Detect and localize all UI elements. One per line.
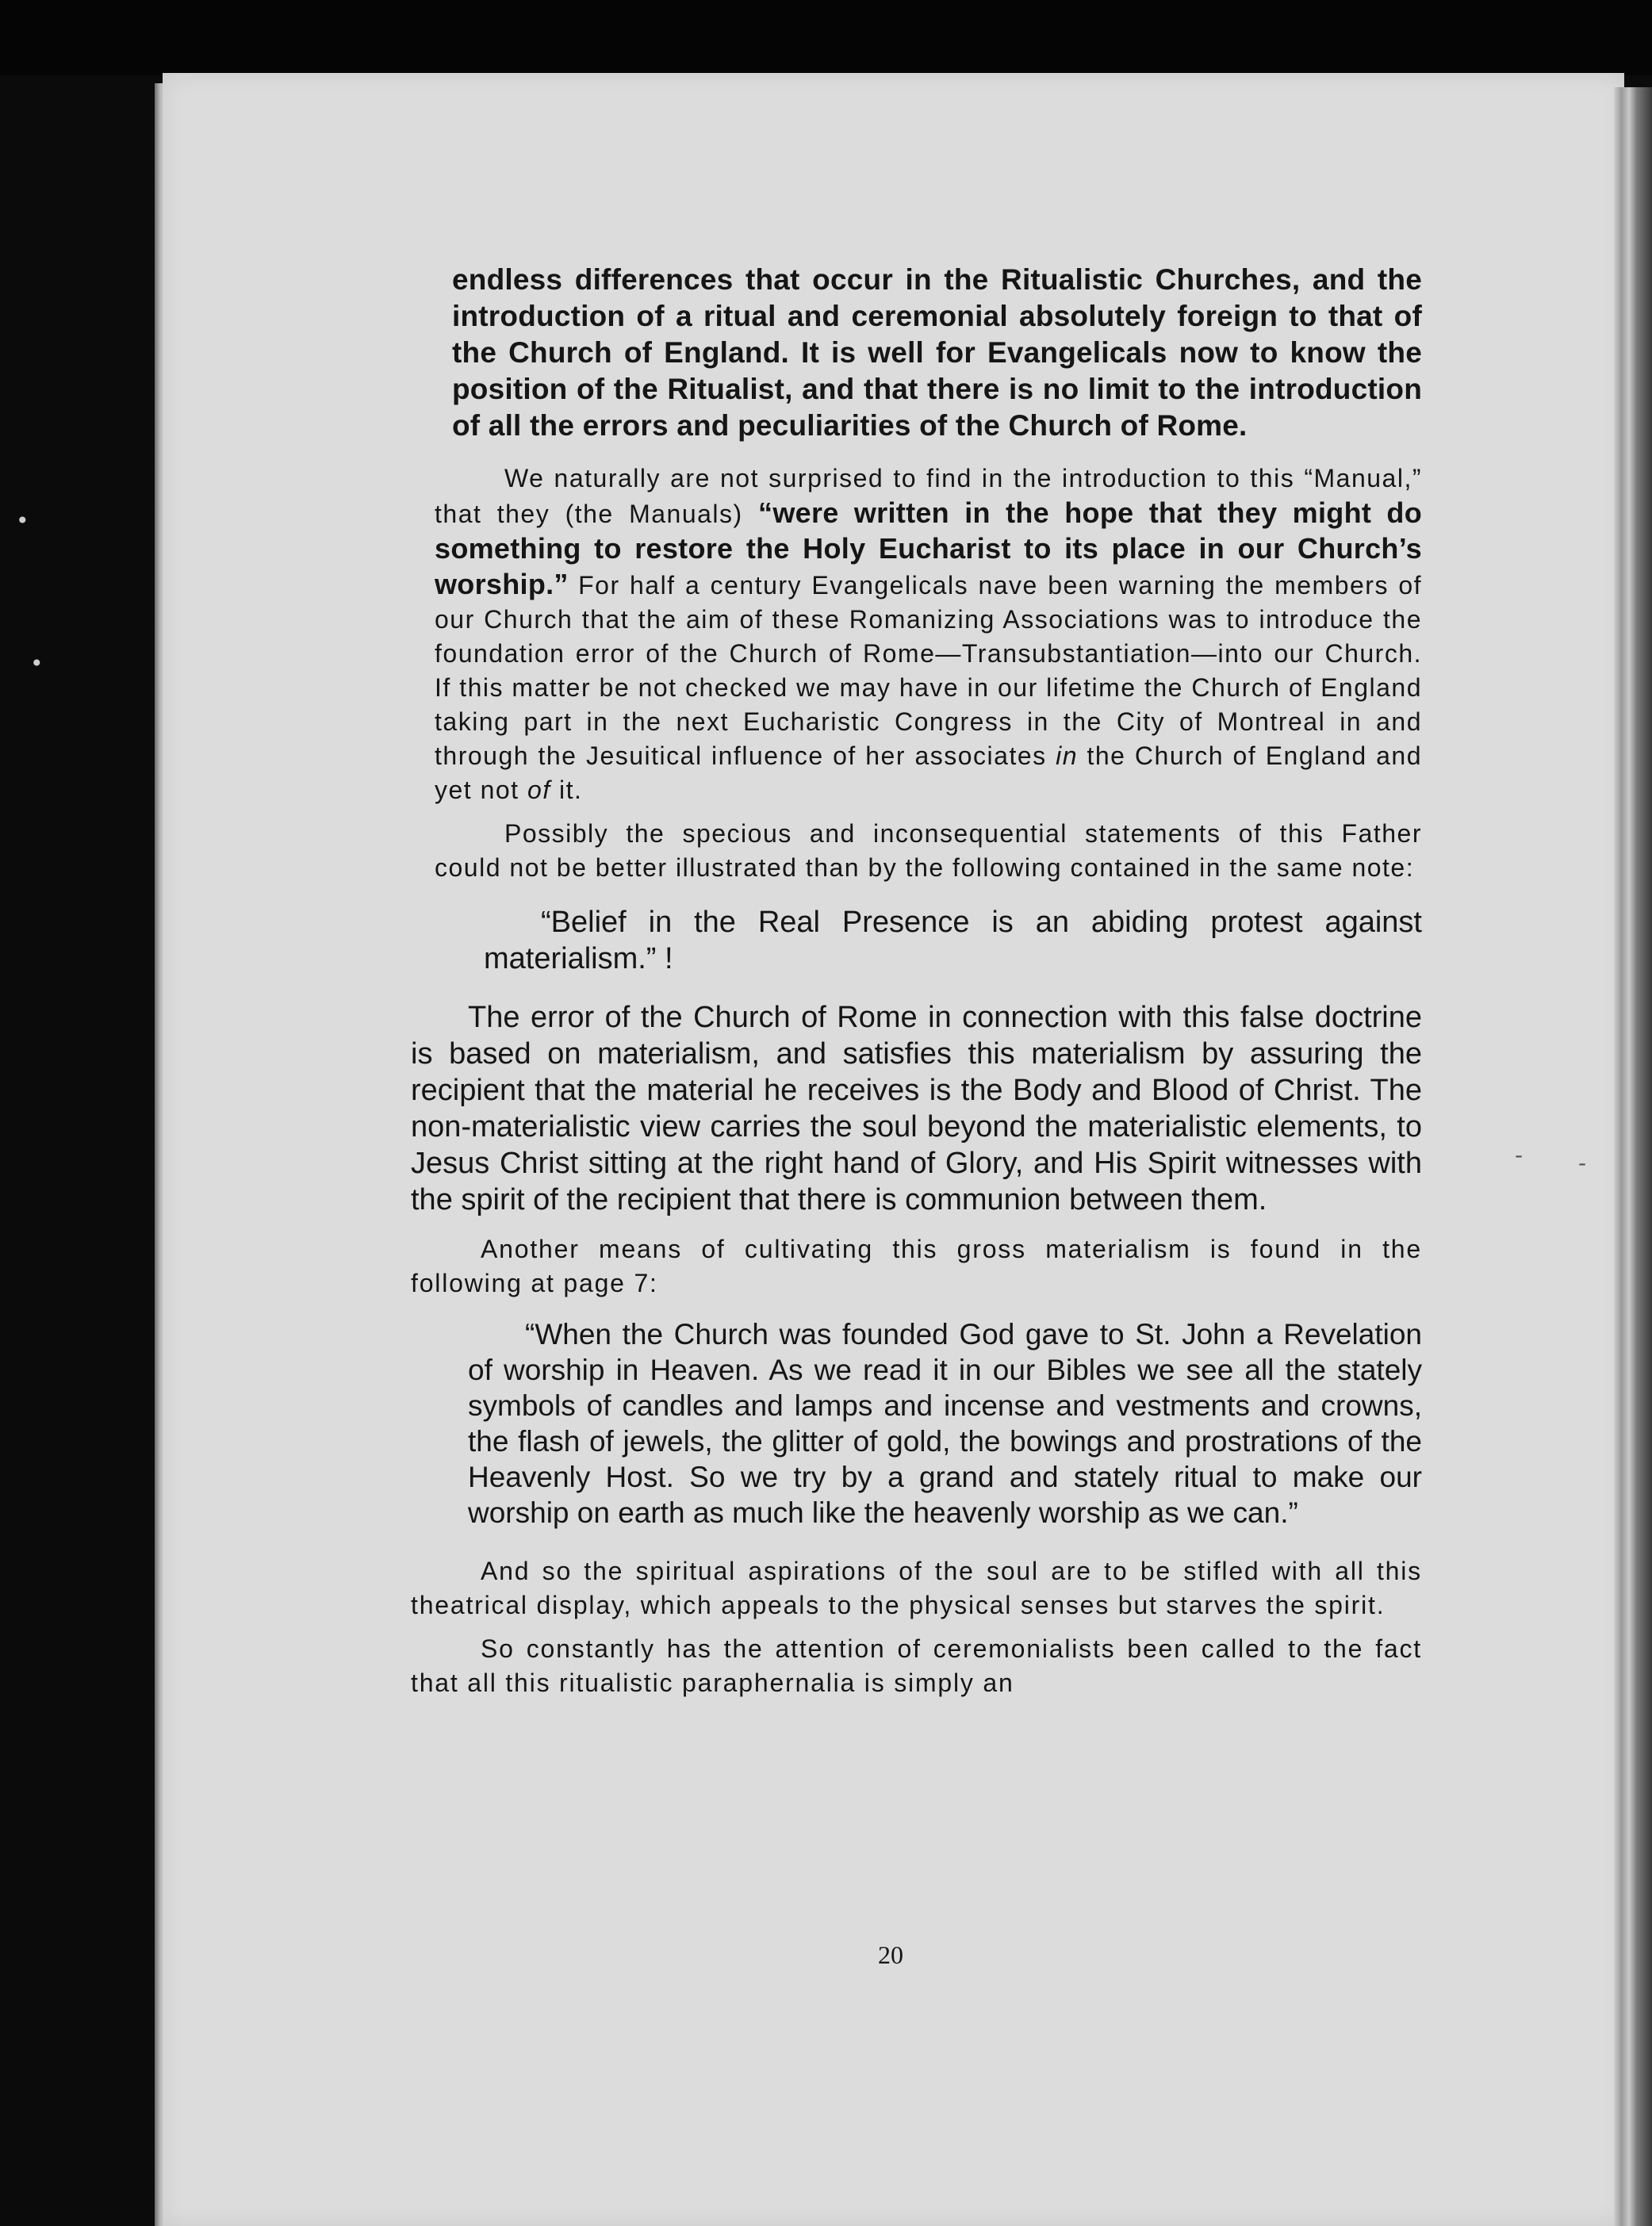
paragraph-3: Possibly the specious and inconsequential statements of this Father could not be better illustrated than by the following contained in the same note: bbox=[435, 819, 1422, 882]
paragraph-2 bbox=[435, 462, 1422, 807]
block-quote-2: “When the Church was founded God gave to St. John a Revelation of worship in Heaven. As we read it in our Bibles we see all the stately symbols of candles and lamps and incense and vestments and crowns, the flash of jewels, the glitter of gold, the bowings and prostrations of the Heavenly Host. So we try by a grand and stately ritual to make our worship on earth as much like the heavenly worship as we can.” bbox=[468, 1318, 1422, 1529]
paragraph-2-in: in bbox=[1056, 741, 1079, 770]
page-right-edge bbox=[1614, 87, 1652, 2226]
paragraph-2-middle-2: the Church of England and yet not bbox=[435, 741, 1423, 804]
paragraph-7: So constantly has the attention of ceremonialists been called to the fact that all this ritualistic paraphernalia is simply an bbox=[411, 1634, 1422, 1697]
paragraph-2-start: We naturally are not surprised to find in the introduction to this “Manual,” that they (the Manuals) bbox=[435, 464, 1422, 528]
scan-speck: - bbox=[1515, 1142, 1524, 1168]
paragraph-4: The error of the Church of Rome in connection with this false doctrine is based on materialism, and satisfies this materialism by assuring the recipient that the material he receives is the Body and Blood of Christ. The non-materialistic view carries the soul beyond the materialistic elements, to Jesus Christ sitting at the right hand of Glory, and His Spirit witnesses with the spirit of the recipient that there is communion between them. bbox=[411, 1001, 1422, 1216]
scan-background bbox=[0, 0, 1652, 75]
paragraph-2-of: of bbox=[527, 776, 551, 804]
scan-speck: - bbox=[1578, 1150, 1587, 1176]
paragraph-1: endless differences that occur in the Ritualistic Churches, and the introduction of a ritual and ceremonial absolutely foreign to that of the Church of England. It is well for Evangelicals now to know the position of the Ritualist, and that there is no limit to the introduction of all the errors and peculiarities of the Church of Rome. bbox=[452, 263, 1422, 442]
scan-speck: • bbox=[30, 650, 44, 676]
paragraph-2-middle: For half a century Evangelicals nave been warning the members of our Church that the aim of these Romanizing Associations was to introduce the foundation error of the Church of Rome—Transubstantiation—into our Church. If this matter be not checked we may have in our lifetime the Church of England taking part in the next Eucharistic Congress in the City of Montreal in and through the Jesuitical influence of her associates bbox=[435, 571, 1422, 770]
paragraph-6: And so the spiritual aspirations of the soul are to be stifled with all this theatrical display, which appeals to the physical senses but starves the spirit. bbox=[411, 1557, 1422, 1619]
block-quote-1: “Belief in the Real Presence is an abiding protest against materialism.” ! bbox=[484, 906, 1422, 975]
paragraph-2-end: it. bbox=[550, 776, 583, 804]
paragraph-5: Another means of cultivating this gross materialism is found in the following at page 7: bbox=[411, 1235, 1422, 1297]
page-number: 20 bbox=[878, 1941, 903, 1969]
paragraph-2-quoted: “were written in the hope that they might do something to restore the Holy Eucharist to its place in our Church’s worship.” bbox=[435, 496, 1423, 600]
scan-speck: • bbox=[16, 508, 29, 534]
page-text bbox=[411, 262, 1422, 1710]
